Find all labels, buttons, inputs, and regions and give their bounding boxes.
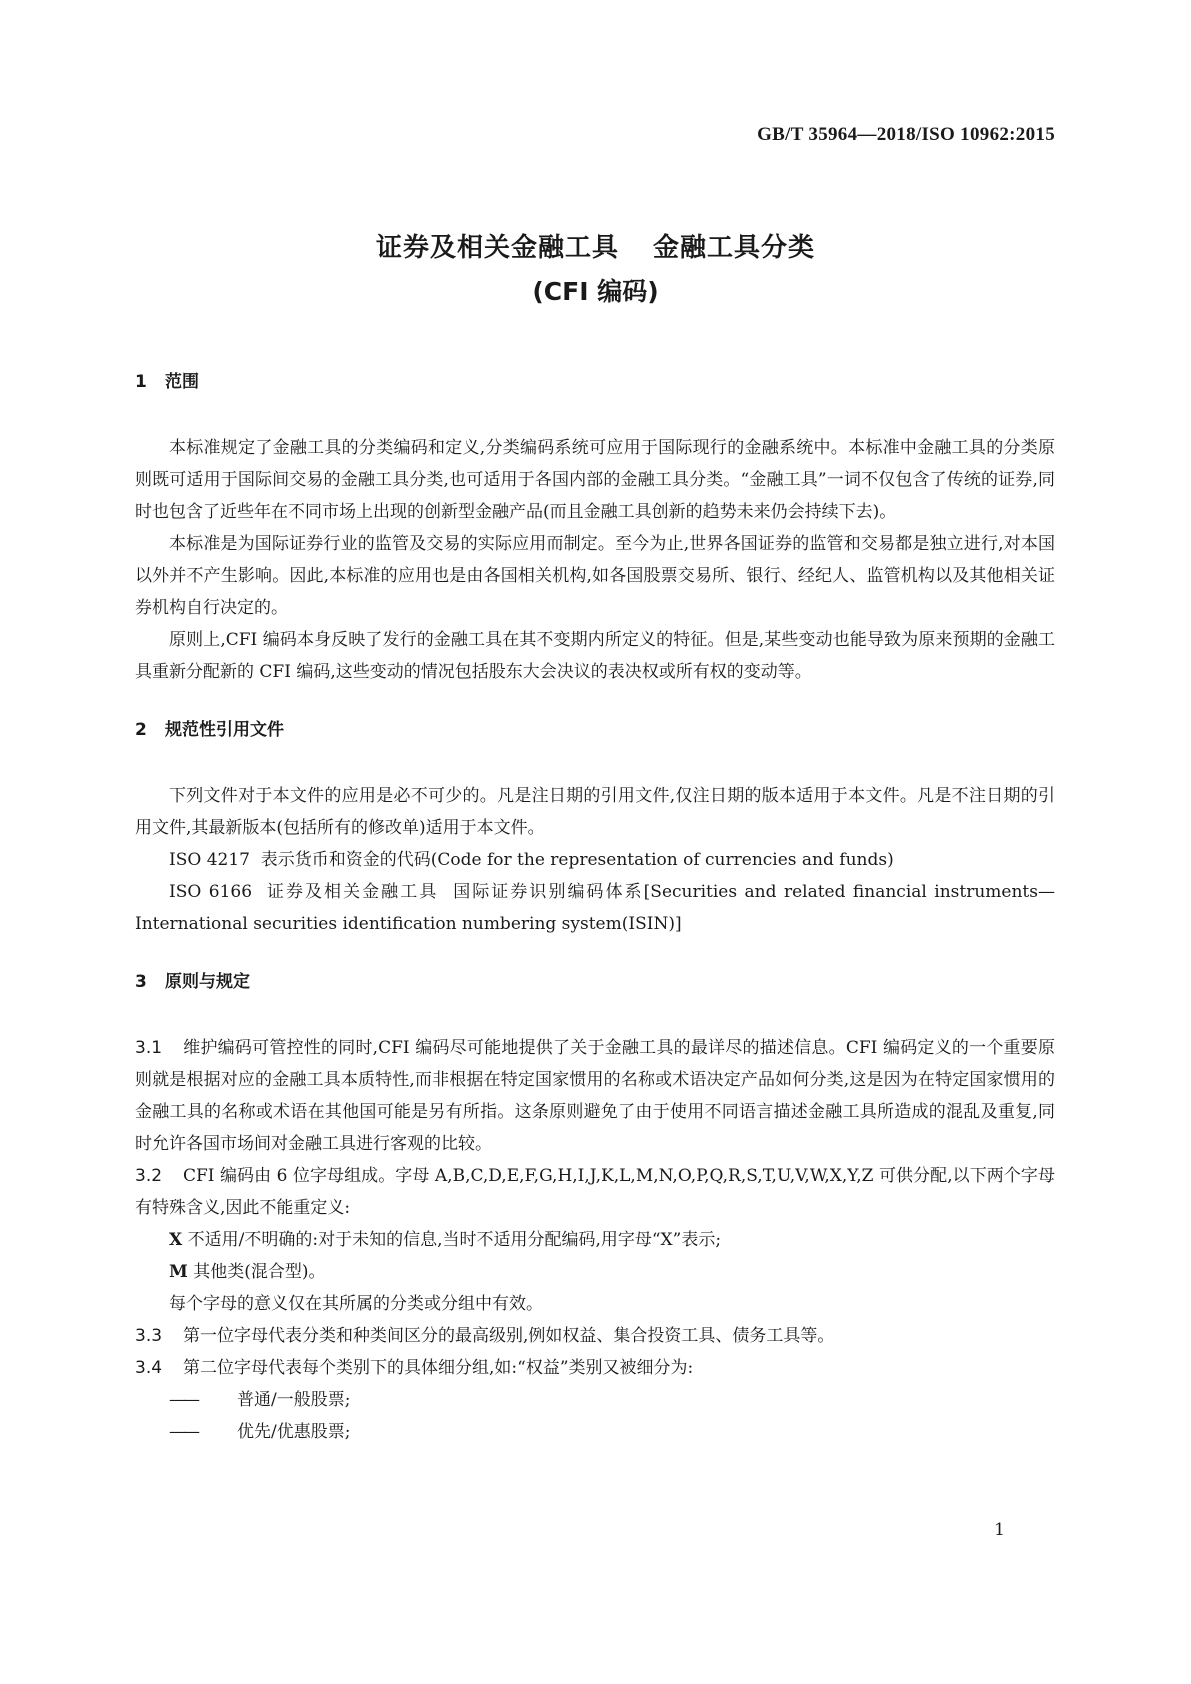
clause-text: CFI 编码由 6 位字母组成。字母 A,B,C,D,E,F,G,H,I,J,K,L,M,N,O,P,Q,R,S,T,U,V,W,X,Y,Z 可供分配,以下两个字母有特殊含义,因此不能重定义:: [135, 1166, 1055, 1218]
clause-3-4: [135, 1352, 1055, 1384]
paragraph: 每个字母的意义仅在其所属的分类或分组中有效。: [169, 1294, 543, 1314]
clause-number: 3.3: [135, 1326, 163, 1346]
normative-reference: ISO 4217 表示货币和资金的代码(Code for the representation of currencies and funds): [169, 850, 894, 870]
dash-marker: ——: [169, 1422, 197, 1442]
section-number: 2: [135, 720, 147, 740]
clause-number: 3.4: [135, 1358, 163, 1378]
clause-text: 第一位字母代表分类和种类间区分的最高级别,例如权益、集合投资工具、债务工具等。: [183, 1326, 835, 1346]
list-item: [135, 1384, 1055, 1416]
clause-3-3: [135, 1320, 1055, 1352]
paragraph: 本标准是为国际证券行业的监管及交易的实际应用而制定。至今为止,世界各国证券的监管和交易都是独立进行,对本国以外并不产生影响。因此,本标准的应用也是由各国相关机构,如各国股票交易所、银行、经纪人、监管机构以及其他相关证券机构自行决定的。: [135, 534, 1055, 618]
document-body: [135, 368, 1055, 1448]
letter-code: X: [169, 1230, 183, 1250]
clause-3-2: [135, 1160, 1055, 1224]
section-title: 范围: [165, 372, 199, 392]
section-heading-3: [135, 968, 1055, 996]
section-number: 3: [135, 972, 147, 992]
section-heading-2: [135, 716, 1055, 744]
special-letter-m: [135, 1256, 1055, 1288]
clause-3-1: [135, 1032, 1055, 1160]
letter-description: 其他类(混合型)。: [193, 1262, 326, 1282]
title-line-2: (CFI 编码): [532, 277, 659, 306]
normative-reference: ISO 6166 证券及相关金融工具 国际证券识别编码体系[Securities and related financial instruments—International securities identification numbering system(ISIN)]: [135, 882, 1055, 934]
paragraph: 原则上,CFI 编码本身反映了发行的金融工具在其不变期内所定义的特征。但是,某些变动也能导致为原来预期的金融工具重新分配新的 CFI 编码,这些变动的情况包括股东大会决议的表决权或所有权的变动等。: [135, 630, 1055, 682]
page-number: 1: [994, 1520, 1005, 1540]
clause-number: 3.1: [135, 1038, 163, 1058]
section-heading-1: [135, 368, 1055, 396]
clause-text: 维护编码可管控性的同时,CFI 编码尽可能地提供了关于金融工具的最详尽的描述信息。CFI 编码定义的一个重要原则就是根据对应的金融工具本质特性,而非根据在特定国家惯用的名称或术语决定产品如何分类,这是因为在特定国家惯用的金融工具的名称或术语在其他国可能是另有所指。这条原则避免了由于使用不同语言描述金融工具所造成的混乱及重复,同时允许各国市场间对金融工具进行客观的比较。: [135, 1038, 1055, 1154]
section-number: 1: [135, 372, 147, 392]
clause-text: 第二位字母代表每个类别下的具体细分组,如:“权益”类别又被细分为:: [183, 1358, 694, 1378]
list-item-text: 普通/一般股票;: [237, 1390, 351, 1410]
list-item-text: 优先/优惠股票;: [237, 1422, 351, 1442]
paragraph: 本标准规定了金融工具的分类编码和定义,分类编码系统可应用于国际现行的金融系统中。本标准中金融工具的分类原则既可适用于国际间交易的金融工具分类,也可适用于各国内部的金融工具分类。“金融工具”一词不仅包含了传统的证券,同时也包含了近些年在不同市场上出现的创新型金融产品(而且金融工具创新的趋势未来仍会持续下去)。: [135, 438, 1055, 522]
dash-marker: ——: [169, 1390, 197, 1410]
standard-number: GB/T 35964—2018/ISO 10962:2015: [757, 124, 1055, 145]
title-part-left: 证券及相关金融工具: [375, 233, 619, 263]
special-letter-x: [135, 1224, 1055, 1256]
paragraph: 下列文件对于本文件的应用是必不可少的。凡是注日期的引用文件,仅注日期的版本适用于本文件。凡是不注日期的引用文件,其最新版本(包括所有的修改单)适用于本文件。: [135, 786, 1055, 838]
letter-description: 不适用/不明确的:对于未知的信息,当时不适用分配编码,用字母“X”表示;: [187, 1230, 722, 1250]
document-title: [0, 226, 1191, 314]
section-title: 规范性引用文件: [165, 720, 284, 740]
list-item: [135, 1416, 1055, 1448]
title-line-1: [0, 226, 1191, 270]
clause-number: 3.2: [135, 1166, 163, 1186]
letter-code: M: [169, 1262, 188, 1282]
section-title: 原则与规定: [165, 972, 250, 992]
title-part-right: 金融工具分类: [653, 233, 816, 263]
